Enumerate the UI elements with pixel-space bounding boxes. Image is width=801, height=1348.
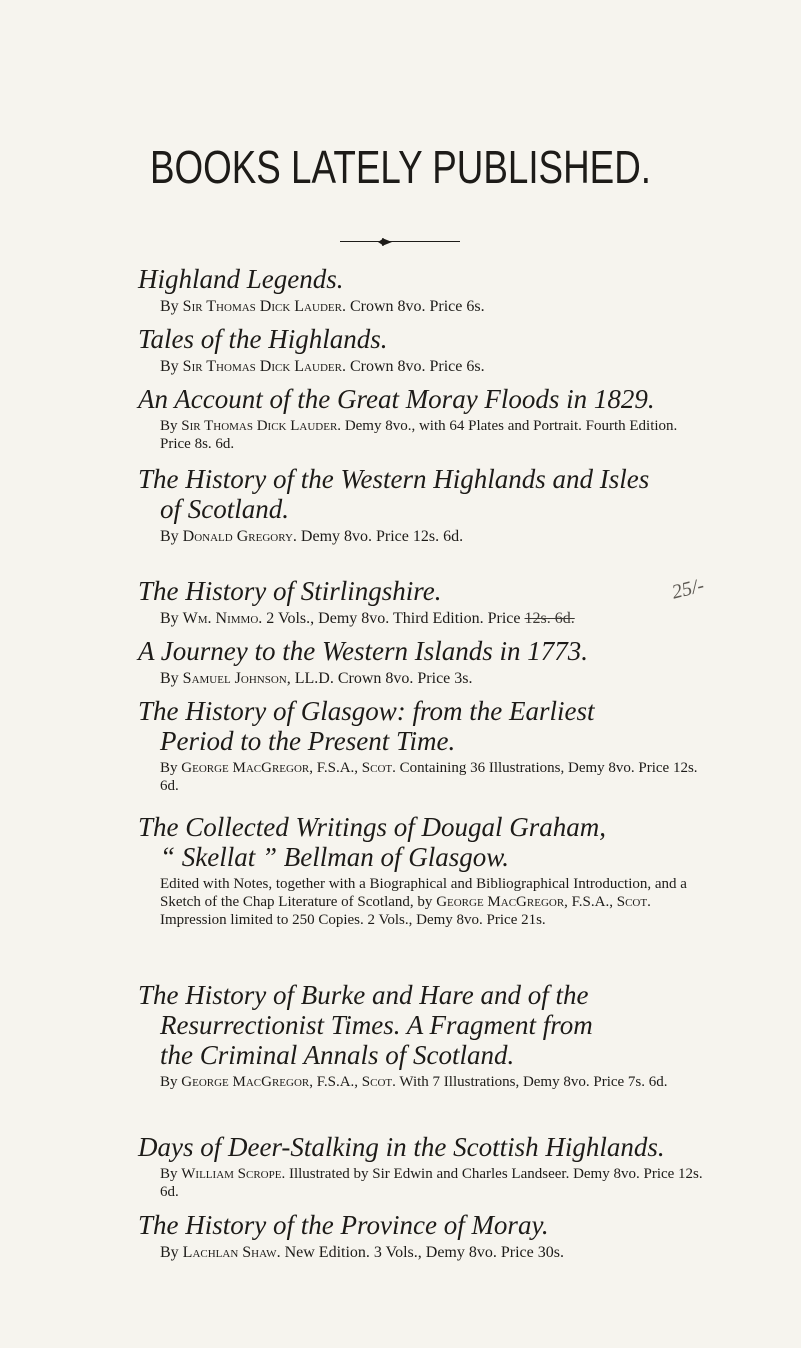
book-info: By George MacGregor, F.S.A., Scot. With 7 Illustrations, Demy 8vo. Price 7s. 6d. [160, 1074, 668, 1090]
book-details: Containing 36 Illustrations, Demy 8vo. Price 12s. 6d. [160, 760, 698, 794]
book-details-pre: Edited with Notes, together with a Biographical and Bibliographical Introduction, and a Sketch of the Chap Literature of Scotland, by [160, 876, 687, 910]
book-author: William Scrope. [181, 1166, 286, 1182]
book-details: New Edition. 3 Vols., Demy 8vo. Price 30s. [284, 1244, 564, 1261]
book-entry [138, 384, 703, 453]
book-entry [138, 636, 703, 689]
book-details: Crown 8vo. Price 6s. [349, 358, 485, 375]
ornament-rule [340, 241, 460, 242]
book-title: An Account of the Great Moray Floods in 1829. [138, 384, 655, 414]
book-entry [138, 464, 703, 547]
book-title: The History of the Province of Moray. [138, 1210, 549, 1240]
book-details: Impression limited to 250 Copies. 2 Vols., Demy 8vo. Price 21s. [160, 912, 546, 928]
book-author: George MacGregor, F.S.A., Scot. [436, 894, 651, 910]
book-info: By Samuel Johnson, LL.D. Crown 8vo. Price 3s. [160, 670, 473, 687]
ornament-diamond-right [382, 238, 392, 246]
book-entry [138, 696, 703, 795]
book-info: By Wm. Nimmo. 2 Vols., Demy 8vo. Third Edition. Price 12s. 6d. [160, 610, 575, 627]
book-entry [138, 576, 703, 629]
book-entry [138, 264, 703, 317]
book-details: With 7 Illustrations, Demy 8vo. Price 7s. 6d. [399, 1074, 668, 1090]
book-author: Lachlan Shaw. [182, 1244, 281, 1261]
book-info: By Sir Thomas Dick Lauder. Crown 8vo. Price 6s. [160, 298, 485, 315]
book-info: By William Scrope. Illustrated by Sir Edwin and Charles Landseer. Demy 8vo. Price 12s. 6d. [160, 1166, 703, 1200]
book-details: 2 Vols., Demy 8vo. Third Edition. Price [266, 610, 525, 627]
book-details: Demy 8vo., with 64 Plates and Portrait. Fourth Edition. Price 8s. 6d. [160, 418, 678, 452]
book-title: The History of Stirlingshire. [138, 576, 442, 606]
book-title: The History of Burke and Hare and of the Resurrectionist Times. A Fragment from the Criminal Annals of Scotland. [138, 980, 593, 1070]
page-heading: BOOKS LATELY PUBLISHED. [149, 141, 652, 193]
book-details: Crown 8vo. Price 6s. [349, 298, 485, 315]
book-title: Tales of the Highlands. [138, 324, 388, 354]
book-title: Highland Legends. [138, 264, 344, 294]
book-info: By Sir Thomas Dick Lauder. Demy 8vo., with 64 Plates and Portrait. Fourth Edition. Price 8s. 6d. [160, 418, 678, 452]
book-author: George MacGregor, F.S.A., Scot. [181, 760, 396, 776]
book-author: Wm. Nimmo. [182, 610, 263, 627]
book-details: Crown 8vo. Price 3s. [337, 670, 473, 687]
book-author: Samuel Johnson, LL.D. [182, 670, 334, 687]
book-info: By Sir Thomas Dick Lauder. Crown 8vo. Price 6s. [160, 358, 485, 375]
book-title: The History of Glasgow: from the Earliest Period to the Present Time. [138, 696, 595, 756]
book-entry [138, 1210, 703, 1263]
book-author: Sir Thomas Dick Lauder. [182, 358, 346, 375]
book-info [160, 875, 703, 929]
book-title: The Collected Writings of Dougal Graham, “ Skellat ” Bellman of Glasgow. [138, 812, 606, 872]
book-details: Illustrated by Sir Edwin and Charles Landseer. Demy 8vo. Price 12s. 6d. [160, 1166, 703, 1200]
book-author: George MacGregor, F.S.A., Scot. [181, 1074, 396, 1090]
book-info: By Lachlan Shaw. New Edition. 3 Vols., Demy 8vo. Price 30s. [160, 1244, 564, 1261]
book-author: Donald Gregory. [182, 528, 297, 545]
book-title: A Journey to the Western Islands in 1773. [138, 636, 588, 666]
handwritten-price: 25/- [669, 574, 707, 604]
book-info: By George MacGregor, F.S.A., Scot. Containing 36 Illustrations, Demy 8vo. Price 12s. 6d. [160, 760, 698, 794]
book-info: By Donald Gregory. Demy 8vo. Price 12s. 6d. [160, 528, 464, 545]
book-author: Sir Thomas Dick Lauder. [181, 418, 342, 434]
book-entry [138, 980, 703, 1091]
book-entry [138, 324, 703, 377]
book-entry [138, 812, 703, 929]
struck-price: 12s. 6d. [524, 610, 575, 627]
book-title: Days of Deer-Stalking in the Scottish Highlands. [138, 1132, 665, 1162]
book-entry [138, 1132, 703, 1201]
book-details: Demy 8vo. Price 12s. 6d. [300, 528, 464, 545]
book-author: Sir Thomas Dick Lauder. [182, 298, 346, 315]
book-title: The History of the Western Highlands and Isles of Scotland. [138, 464, 650, 524]
